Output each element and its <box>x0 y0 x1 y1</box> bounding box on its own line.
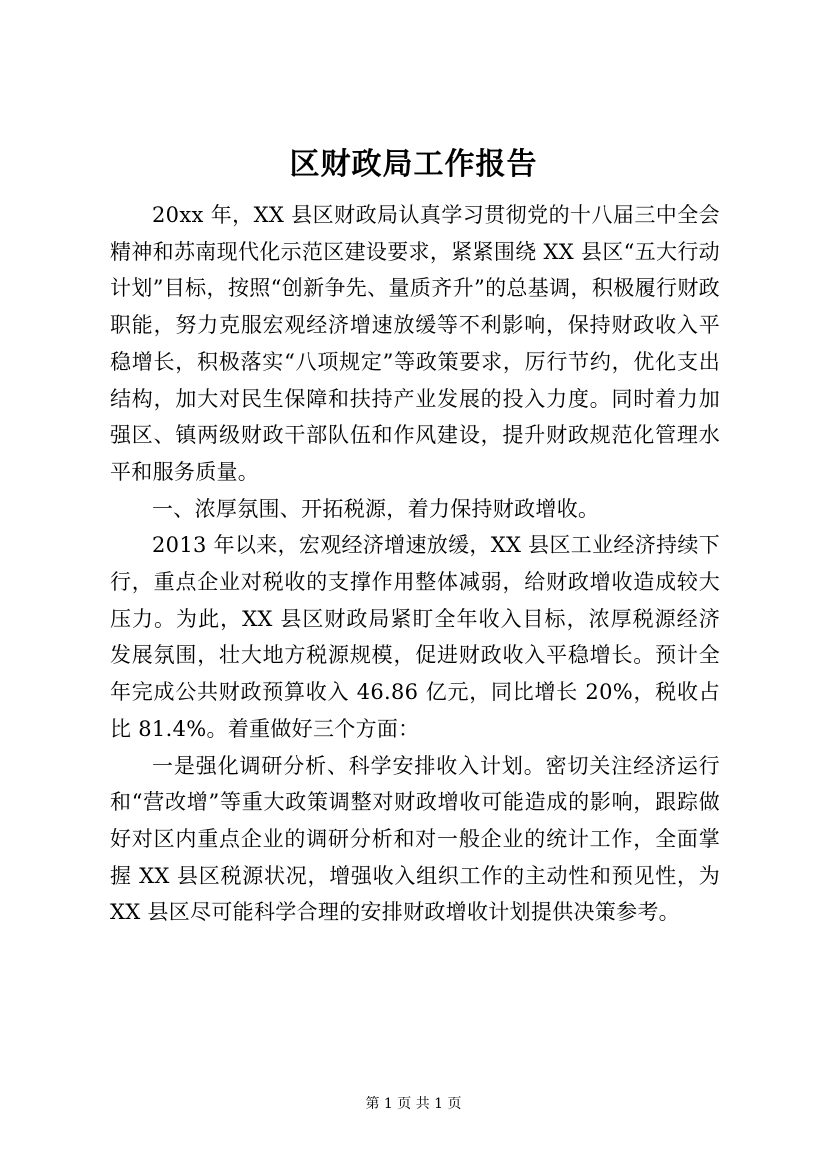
paragraph-revenue: 2013 年以来，宏观经济增速放缓，XX 县区工业经济持续下行，重点企业对税收的支撑作用整体减弱，给财政增收造成较大压力。为此，XX 县区财政局紧盯全年收入目标，浓厚税源经济发展氛围，壮大地方税源规模，促进财政收入平稳增长。预计全年完成公共财政预算收入 46.86 亿元，同比增长 20%，税收占比 81.4%。着重做好三个方面： <box>110 533 720 741</box>
document-body <box>110 197 720 931</box>
paragraph-point-1: 一是强化调研分析、科学安排收入计划。密切关注经济运行和“营改增”等重大政策调整对财政增收可能造成的影响，跟踪做好对区内重点企业的调研分析和对一般企业的统计工作，全面掌握 XX 县区税源状况，增强收入组织工作的主动性和预见性，为 XX 县区尽可能科学合理的安排财政增收计划提供决策参考。 <box>110 753 720 925</box>
page-footer: 第 1 页 共 1 页 <box>365 1096 462 1112</box>
paragraph-intro: 20xx 年，XX 县区财政局认真学习贯彻党的十八届三中全会精神和苏南现代化示范区建设要求，紧紧围绕 XX 县区“五大行动计划”目标，按照“创新争先、量质齐升”的总基调，积极履行财政职能，努力克服宏观经济增速放缓等不利影响，保持财政收入平稳增长，积极落实“八项规定”等政策要求，厉行节约，优化支出结构，加大对民生保障和扶持产业发展的投入力度。同时着力加强区、镇两级财政干部队伍和作风建设，提升财政规范化管理水平和服务质量。 <box>110 203 720 484</box>
section-heading-1: 一、浓厚氛围、开拓税源，着力保持财政增收。 <box>152 496 600 521</box>
document-title: 区财政局工作报告 <box>289 147 538 182</box>
